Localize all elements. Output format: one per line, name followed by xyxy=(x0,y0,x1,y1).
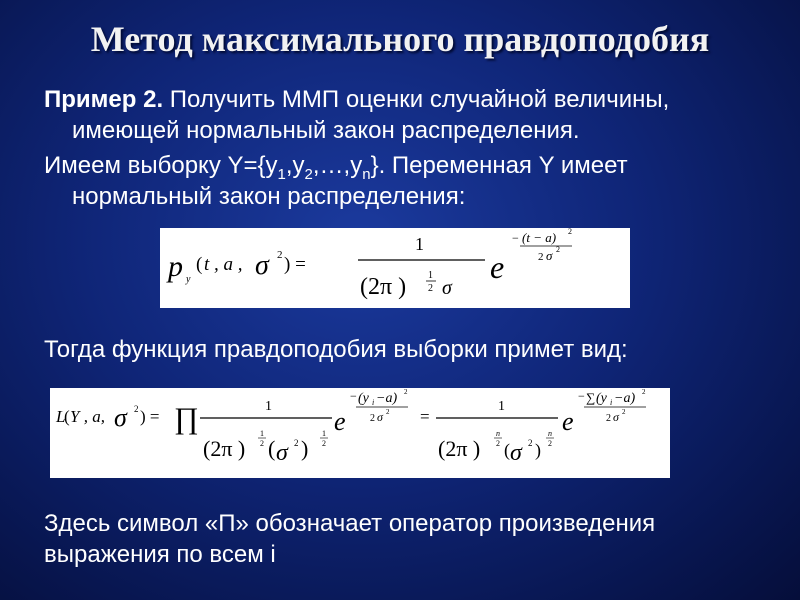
svg-text:σ: σ xyxy=(114,403,127,432)
svg-text:2: 2 xyxy=(277,249,283,261)
likelihood-intro: Тогда функция правдоподобия выборки примет вид: xyxy=(44,336,628,363)
svg-text:σ: σ xyxy=(377,410,383,424)
svg-text:(y: (y xyxy=(358,391,369,406)
svg-text:(: ( xyxy=(196,254,203,275)
sub-2: 2 xyxy=(304,165,313,183)
example-line-2: имеющей нормальный закон распределения. xyxy=(72,117,580,144)
likelihood-formula xyxy=(50,388,670,478)
svg-text:2: 2 xyxy=(260,439,264,448)
normal-density-formula xyxy=(160,228,630,308)
svg-text:Y , a,: Y , a, xyxy=(70,407,105,426)
svg-text:σ: σ xyxy=(546,248,553,263)
svg-text:1: 1 xyxy=(498,399,505,414)
svg-text:): ) xyxy=(535,440,541,460)
svg-text:(y: (y xyxy=(596,391,607,406)
svg-text:p: p xyxy=(168,250,183,283)
svg-text:2: 2 xyxy=(556,245,560,254)
svg-text:) =: ) = xyxy=(140,407,160,426)
svg-text:−: − xyxy=(578,389,585,403)
slide-title: Метод максимального правдоподобия xyxy=(90,19,710,59)
sample-text-c: ,…,y xyxy=(312,152,363,179)
example-text-1: Получить ММП оценки случайной величины, xyxy=(163,86,670,113)
svg-text:2: 2 xyxy=(322,439,326,448)
svg-text:2: 2 xyxy=(496,439,500,448)
svg-text:e: e xyxy=(490,249,505,285)
svg-text:2: 2 xyxy=(428,283,433,294)
svg-text:2: 2 xyxy=(568,228,572,236)
svg-text:(2π ): (2π ) xyxy=(203,436,246,461)
svg-text:σ: σ xyxy=(276,440,288,466)
example-line-1 xyxy=(44,84,669,115)
svg-text:−: − xyxy=(350,389,357,403)
svg-text:σ: σ xyxy=(442,277,452,299)
svg-text:2: 2 xyxy=(370,413,375,424)
svg-text:2: 2 xyxy=(134,404,139,414)
svg-text:(: ( xyxy=(504,440,510,460)
svg-text:e: e xyxy=(562,407,574,436)
svg-text:(t − a): (t − a) xyxy=(522,230,557,245)
svg-text:σ: σ xyxy=(510,440,522,466)
svg-text:2: 2 xyxy=(386,408,390,416)
svg-text:n: n xyxy=(548,429,552,438)
svg-text:t , a ,: t , a , xyxy=(204,254,243,275)
svg-text:−: − xyxy=(512,231,519,245)
svg-text:2: 2 xyxy=(606,413,611,424)
svg-text:2: 2 xyxy=(404,388,408,396)
svg-text:) =: ) = xyxy=(284,254,306,275)
svg-text:(: ( xyxy=(268,436,276,461)
svg-text:y: y xyxy=(186,274,191,285)
svg-text:−a): −a) xyxy=(376,391,398,406)
svg-text:): ) xyxy=(301,436,309,461)
svg-text:2: 2 xyxy=(538,251,544,263)
svg-text:1: 1 xyxy=(265,399,272,414)
svg-text:2: 2 xyxy=(622,408,626,416)
svg-text:1: 1 xyxy=(415,234,424,254)
svg-text:(2π ): (2π ) xyxy=(360,274,407,300)
svg-text:=: = xyxy=(420,407,430,426)
svg-text:2: 2 xyxy=(548,439,552,448)
svg-text:1: 1 xyxy=(260,429,264,438)
svg-text:e: e xyxy=(334,407,346,436)
note-line-1: Здесь символ «П» обозначает оператор произведения xyxy=(44,510,656,537)
svg-text:n: n xyxy=(496,429,500,438)
svg-text:∑: ∑ xyxy=(586,390,596,405)
svg-text:2: 2 xyxy=(294,438,299,448)
svg-text:(2π ): (2π ) xyxy=(438,436,481,461)
note-line-2: выражения по всем i xyxy=(44,541,276,568)
svg-text:i: i xyxy=(610,398,613,407)
svg-text:−a): −a) xyxy=(614,391,636,406)
svg-text:2: 2 xyxy=(528,438,533,448)
sub-n: n xyxy=(362,165,371,183)
svg-text:∏: ∏ xyxy=(174,402,199,435)
sample-text-a: Имеем выборку Y={y xyxy=(44,152,278,179)
svg-text:σ: σ xyxy=(613,410,619,424)
svg-text:1: 1 xyxy=(322,429,326,438)
svg-text:i: i xyxy=(372,398,375,407)
example-label: Пример 2. xyxy=(44,86,164,113)
sample-text-d: }. Переменная Y имеет xyxy=(370,152,628,179)
svg-text:σ: σ xyxy=(255,250,269,281)
sample-line-2: нормальный закон распределения: xyxy=(72,183,466,210)
svg-text:2: 2 xyxy=(642,388,646,396)
sub-1: 1 xyxy=(277,165,286,183)
svg-text:L: L xyxy=(56,407,66,426)
svg-text:(: ( xyxy=(64,407,70,426)
sample-text-b: ,y xyxy=(285,152,305,179)
svg-text:1: 1 xyxy=(428,270,433,281)
